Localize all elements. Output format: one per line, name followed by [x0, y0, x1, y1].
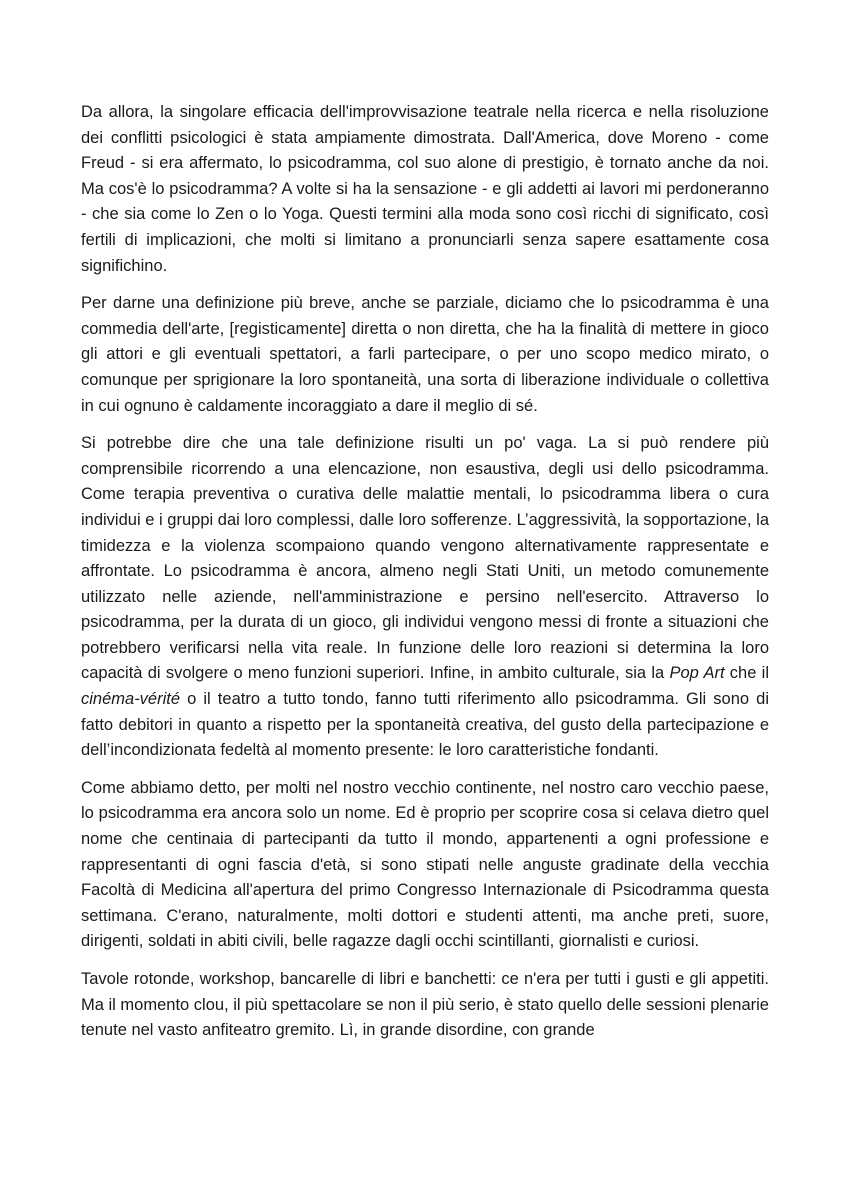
paragraph-uses-of-psychodrama	[81, 431, 769, 764]
document-page	[81, 100, 769, 1056]
paragraph-improvisation-efficacy	[81, 100, 769, 279]
paragraph-text: che il	[724, 664, 769, 683]
paragraph-congress	[81, 776, 769, 955]
italic-term-pop-art: Pop Art	[669, 664, 725, 683]
paragraph-text: Da allora, la singolare efficacia dell'improvvisazione teatrale nella ricerca e nella risoluzione dei conflitti psicologici è stata ampiamente dimostrata. Dall'America, dove Moreno - come Freud - si era affermato, lo psicodramma, col suo alone di prestigio, è tornato anche da noi. Ma cos'è lo psicodramma? A volte si ha la sensazione - e gli addetti ai lavori mi perdoneranno - che sia come lo Zen o lo Yoga. Questi termini alla moda sono così ricchi di significato, così fertili di implicazioni, che molti si limitano a pronunciarli senza sapere esattamente cosa significhino.	[81, 103, 769, 275]
paragraph-text: Si potrebbe dire che una tale definizione risulti un po' vaga. La si può rendere più comprensibile ricorrendo a una elencazione, non esaustiva, degli usi dello psicodramma. Come terapia preventiva o curativa delle malattie mentali, lo psicodramma libera o cura individui e i gruppi dai loro complessi, dalle loro sofferenze. L’aggressività, la sopportazione, la timidezza e la violenza scompaiono quando vengono alternativamente rappresentate e affrontate. Lo psicodramma è ancora, almeno negli Stati Uniti, un metodo comunemente utilizzato nelle aziende, nell'amministrazione e persino nell'esercito. Attraverso lo psicodramma, per la durata di un gioco, gli individui vengono messi di fronte a situazioni che potrebbero verificarsi nella vita reale. In funzione delle loro reazioni si determina la loro capacità di svolgere o meno funzioni superiori. Infine, in ambito culturale, sia la	[81, 434, 769, 683]
paragraph-text: Tavole rotonde, workshop, bancarelle di libri e banchetti: ce n'era per tutti i gusti e gli appetiti. Ma il momento clou, il più spettacolare se non il più serio, è stato quello delle sessioni plenarie tenute nel vasto anfiteatro gremito. Lì, in grande disordine, con grande	[81, 970, 769, 1040]
paragraph-text: Come abbiamo detto, per molti nel nostro vecchio continente, nel nostro caro vecchio paese, lo psicodramma era ancora solo un nome. Ed è proprio per scoprire cosa si celava dietro quel nome che centinaia di partecipanti da tutto il mondo, appartenenti a ogni professione e rappresentanti di ogni fascia d'età, si sono stipati nelle anguste gradinate della vecchia Facoltà di Medicina all'apertura del primo Congresso Internazionale di Psicodramma questa settimana. C'erano, naturalmente, molti dottori e studenti attenti, ma anche preti, suore, dirigenti, soldati in abiti civili, belle ragazze dagli occhi scintillanti, giornalisti e curiosi.	[81, 778, 769, 951]
italic-term-cinema-verite: cinéma-vérité	[81, 690, 181, 709]
paragraph-definition	[81, 291, 769, 419]
paragraph-text: o il teatro a tutto tondo, fanno tutti riferimento allo psicodramma. Gli sono di fatto debitori in quanto a rispetto per la spontaneità creativa, del gusto della partecipazione e dell’incondizionata fedeltà al momento presente: le loro caratteristiche fondanti.	[81, 690, 769, 760]
paragraph-round-tables	[81, 967, 769, 1044]
paragraph-text: Per darne una definizione più breve, anche se parziale, diciamo che lo psicodramma è una commedia dell'arte, [registicamente] diretta o non diretta, che ha la finalità di mettere in gioco gli attori e gli eventuali spettatori, a farli partecipare, o per uno scopo medico mirato, o comunque per sprigionare la loro spontaneità, una sorta di liberazione individuale o collettiva in cui ognuno è caldamente incoraggiato a dare il meglio di sé.	[81, 294, 769, 415]
